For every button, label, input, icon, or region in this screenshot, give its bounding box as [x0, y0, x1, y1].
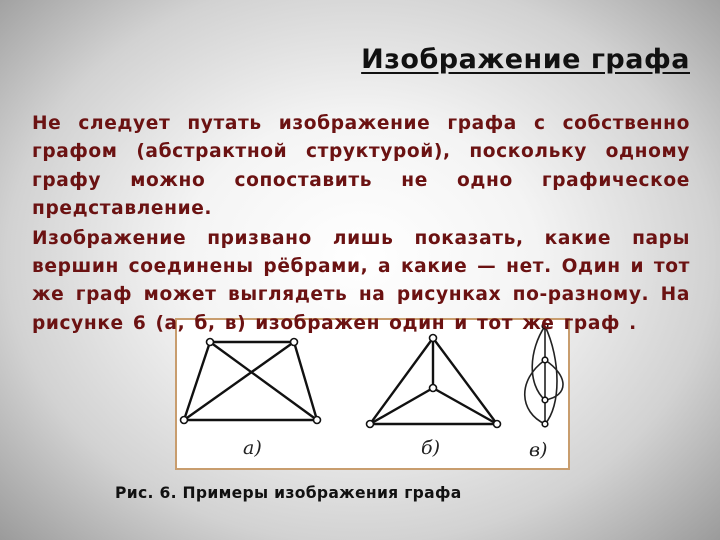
graph-b-vertex — [430, 385, 437, 392]
graph-c-arc-3 — [525, 360, 545, 424]
graph-b-spoke-3 — [433, 388, 497, 424]
graph-b — [367, 335, 501, 460]
graph-c-vertex — [542, 421, 548, 427]
graph-b-vertex — [367, 421, 374, 428]
figure-caption: Рис. 6. Примеры изображения графа — [115, 484, 462, 502]
graph-b-spoke-2 — [370, 388, 433, 424]
graph-a-diagonal-2 — [184, 342, 294, 420]
graph-c-arc-4 — [545, 360, 563, 400]
slide-title: Изображение графа — [361, 44, 690, 75]
graph-figure — [175, 318, 570, 470]
graph-b-label: б) — [421, 437, 441, 459]
graph-a-vertex — [291, 339, 298, 346]
graph-c-vertex — [542, 397, 548, 403]
paragraph-2: Изображение призвано лишь показать, какие пары вершин соединены рёбрами, а какие — нет. Один и тот же граф может выглядеть на рисунках по-разному. На рисунке 6 (а, б, в) изображен один и тот же граф . — [32, 227, 690, 334]
graph-a — [181, 339, 321, 460]
graph-a-diagonal-1 — [210, 342, 317, 420]
paragraph-1: Не следует путать изображение графа с собственно графом (абстрактной структурой), поскольку одному графу можно сопоставить не одно графическое представление. — [32, 113, 690, 220]
graph-a-label: а) — [243, 437, 262, 459]
graph-a-outline — [184, 342, 317, 420]
graph-c-label: в) — [529, 439, 548, 461]
graph-a-vertex — [314, 417, 321, 424]
graph-c-vertex — [542, 357, 548, 363]
body-text — [32, 110, 690, 338]
graph-c-arc-2 — [545, 326, 557, 424]
graph-a-vertex — [181, 417, 188, 424]
graph-a-vertex — [207, 339, 214, 346]
graph-b-vertex — [494, 421, 501, 428]
graph-c — [525, 323, 563, 461]
graph-drawings — [177, 320, 568, 468]
